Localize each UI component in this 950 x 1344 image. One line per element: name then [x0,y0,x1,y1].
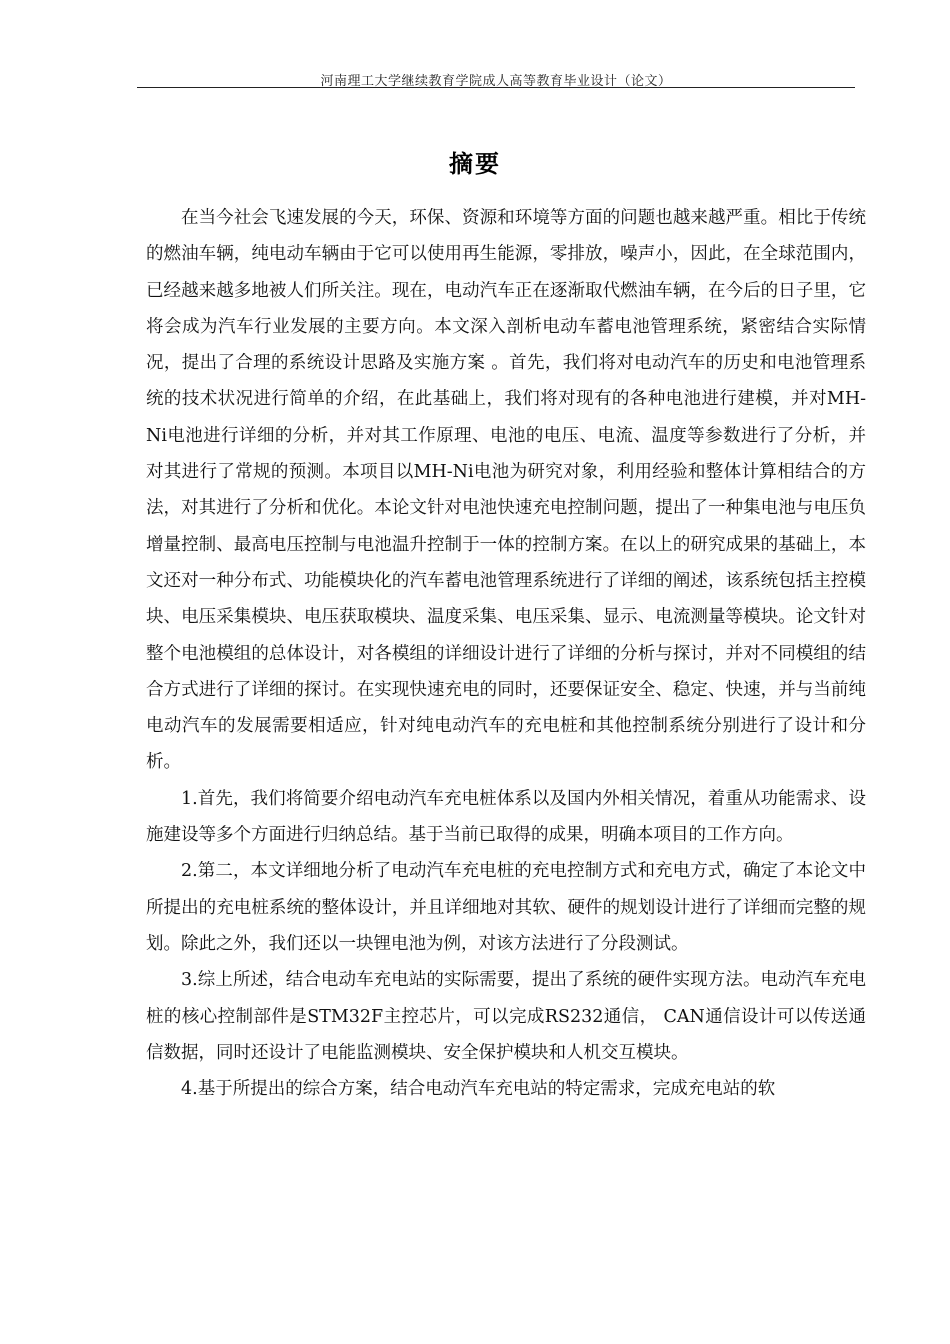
numbered-paragraph-4: 4.基于所提出的综合方案，结合电动汽车充电站的特定需求，完成充电站的软 [181,1079,776,1100]
abstract-title: 摘要 [449,150,501,178]
header-rule [137,87,855,88]
numbered-paragraph-3: 3.综上所述，结合电动车充电站的实际需要，提出了系统的硬件实现方法。电动汽车充电桩的核心控制部件是STM32F主控芯片，可以完成RS232通信， CAN通信设计可以传送通信数据，同时还设计了电能监测模块、安全保护模块和人机交互模块。 [146,970,866,1063]
abstract-paragraph: 在当今社会飞速发展的今天，环保、资源和环境等方面的问题也越来越严重。相比于传统的燃油车辆，纯电动车辆由于它可以使用再生能源，零排放，噪声小，因此，在全球范围内，已经越来越多地被人们所关注。现在，电动汽车正在逐渐取代燃油车辆，在今后的日子里，它将会成为汽车行业发展的主要方向。本文深入剖析电动车蓄电池管理系统，紧密结合实际情况，提出了合理的系统设计思路及实施方案 。首先，我们将对电动汽车的历史和电池管理系统的技术状况进行简单的介绍，在此基础上，我们将对现有的各种电池进行建模，并对MH-Ni电池进行详细的分析，并对其工作原理、电池的电压、电流、温度等参数进行了分析，并对其进行了常规的预测。本项目以MH-Ni电池为研究对象，利用经验和整体计算相结合的方法，对其进行了分析和优化。本论文针对电池快速充电控制问题，提出了一种集电池与电压负增量控制、最高电压控制与电池温升控制于一体的控制方案。在以上的研究成果的基础上，本文还对一种分布式、功能模块化的汽车蓄电池管理系统进行了详细的阐述，该系统包括主控模块、电压采集模块、电压获取模块、温度采集、电压采集、显示、电流测量等模块。论文针对整个电池模组的总体设计，对各模组的详细设计进行了详细的分析与探讨，并对不同模组的结合方式进行了详细的探讨。在实现快速充电的同时，还要保证安全、稳定、快速，并与当前纯电动汽车的发展需要相适应，针对纯电动汽车的充电桩和其他控制系统分别进行了设计和分析。 [146,208,866,773]
running-header: 河南理工大学继续教育学院成人高等教育毕业设计（论文） [320,74,672,89]
abstract-body [146,200,866,1107]
numbered-paragraph-2: 2.第二，本文详细地分析了电动汽车充电桩的充电控制方式和充电方式，确定了本论文中所提出的充电桩系统的整体设计，并且详细地对其软、硬件的规划设计进行了详细而完整的规划。除此之外，我们还以一块锂电池为例，对该方法进行了分段测试。 [146,861,866,954]
numbered-paragraph-1: 1.首先，我们将简要介绍电动汽车充电桩体系以及国内外相关情况，着重从功能需求、设施建设等多个方面进行归纳总结。基于当前已取得的成果，明确本项目的工作方向。 [146,788,866,846]
